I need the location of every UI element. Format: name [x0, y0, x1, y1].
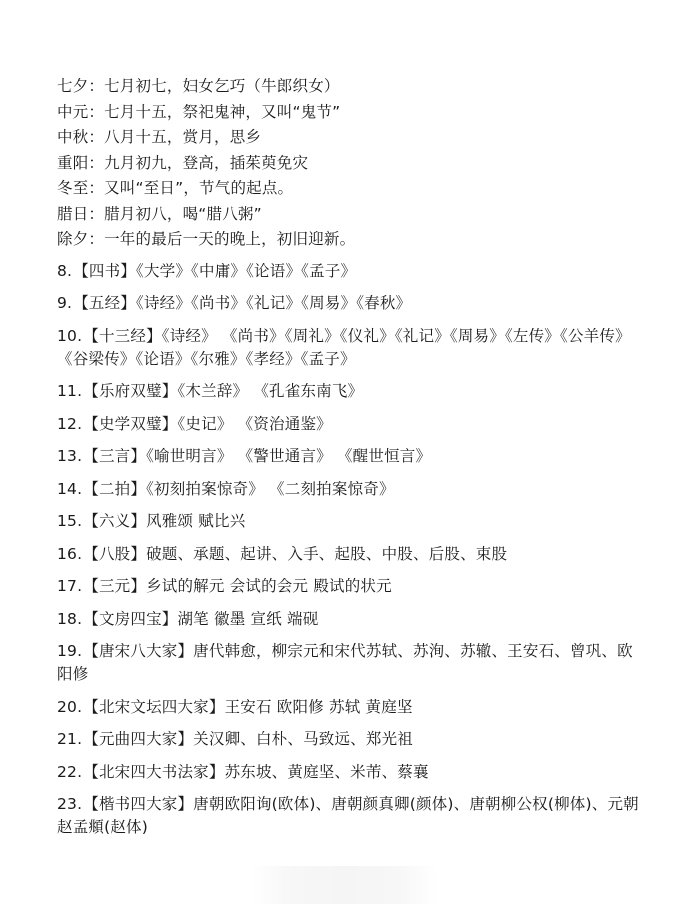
- list-item: [57, 292, 647, 315]
- numbered-list: [57, 260, 647, 840]
- item-text: 【楷书四大家】唐朝欧阳询(欧体)、唐朝颜真卿(颜体)、唐朝柳公权(柳体)、元朝赵孟頫(赵体): [57, 795, 639, 836]
- list-item: [57, 380, 647, 403]
- list-item: [57, 696, 647, 719]
- item-number: 22.: [57, 762, 83, 781]
- festival-list: [57, 74, 647, 253]
- list-item: [57, 608, 647, 631]
- list-item: [57, 761, 647, 784]
- item-text: 【六义】风雅颂 赋比兴: [83, 512, 246, 530]
- item-text: 【文房四宝】湖笔 徽墨 宣纸 端砚: [83, 609, 319, 628]
- faded-watermark-bar: [252, 866, 438, 904]
- item-number: 8.: [57, 261, 73, 280]
- list-item: [57, 640, 647, 686]
- item-number: 13.: [57, 447, 83, 465]
- item-number: 23.: [57, 795, 83, 813]
- list-item: [57, 793, 647, 839]
- item-text: 【五经】《诗经》《尚书》《礼记》《周易》《春秋》: [73, 294, 412, 312]
- item-number: 20.: [57, 697, 83, 716]
- festival-line: 除夕：一年的最后一天的晚上，初旧迎新。: [57, 230, 356, 248]
- item-number: 19.: [57, 642, 83, 660]
- list-item: [57, 575, 647, 598]
- item-text: 【三言】《喻世明言》 《警世通言》 《醒世恒言》: [83, 447, 432, 465]
- item-text: 【乐府双璧】《木兰辞》 《孔雀东南飞》: [83, 382, 364, 400]
- festival-line: 腊日：腊月初八，喝“腊八粥”: [57, 204, 262, 223]
- list-item: [57, 728, 647, 751]
- item-text: 【唐宋八大家】唐代韩愈，柳宗元和宋代苏轼、苏洵、苏辙、王安石、曾巩、欧阳修: [57, 642, 633, 683]
- item-text: 【史学双璧】《史记》 《资治通鉴》: [83, 414, 332, 433]
- item-number: 15.: [57, 512, 83, 530]
- item-text: 【三元】乡试的解元 会试的会元 殿试的状元: [83, 577, 392, 595]
- item-text: 【北宋四大书法家】苏东坡、黄庭坚、米芾、蔡襄: [83, 762, 429, 781]
- item-number: 10.: [57, 326, 83, 345]
- list-item: [57, 413, 647, 436]
- item-number: 11.: [57, 382, 83, 400]
- item-number: 12.: [57, 414, 83, 433]
- item-text: 【北宋文坛四大家】王安石 欧阳修 苏轼 黄庭坚: [83, 697, 413, 716]
- festival-line: 重阳：九月初九，登高，插茱萸免灾: [57, 153, 309, 172]
- list-item: [57, 543, 647, 566]
- item-text: 【二拍】《初刻拍案惊奇》 《二刻拍案惊奇》: [83, 479, 395, 498]
- item-number: 14.: [57, 479, 83, 498]
- item-number: 21.: [57, 730, 83, 748]
- document-body: [57, 74, 647, 849]
- item-text: 【四书】《大学》《中庸》《论语》《孟子》: [73, 261, 357, 280]
- item-number: 17.: [57, 577, 83, 595]
- item-text: 【八股】破题、承题、起讲、入手、起股、中股、后股、束股: [83, 544, 508, 563]
- list-item: [57, 445, 647, 468]
- item-number: 18.: [57, 609, 83, 628]
- list-item: [57, 478, 647, 501]
- item-number: 9.: [57, 294, 73, 312]
- festival-line: 中元：七月十五，祭祀鬼神，又叫“鬼节”: [57, 102, 341, 121]
- item-text: 【元曲四大家】关汉卿、白朴、马致远、郑光祖: [83, 730, 413, 748]
- list-item: [57, 325, 647, 371]
- item-text: 【十三经】《诗经》 《尚书》《周礼》《仪礼》《礼记》《周易》《左传》《公羊传》《谷梁传》《论语》《尔雅》《孝经》《孟子》: [57, 326, 631, 368]
- list-item: [57, 510, 647, 533]
- festival-line: 冬至：又叫“至日”，节气的起点。: [57, 179, 294, 197]
- festival-line: 七夕：七月初七，妇女乞巧（牛郎织女）: [57, 77, 340, 95]
- festival-line: 中秋：八月十五，赏月，思乡: [57, 128, 262, 146]
- list-item: [57, 260, 647, 283]
- item-number: 16.: [57, 544, 83, 563]
